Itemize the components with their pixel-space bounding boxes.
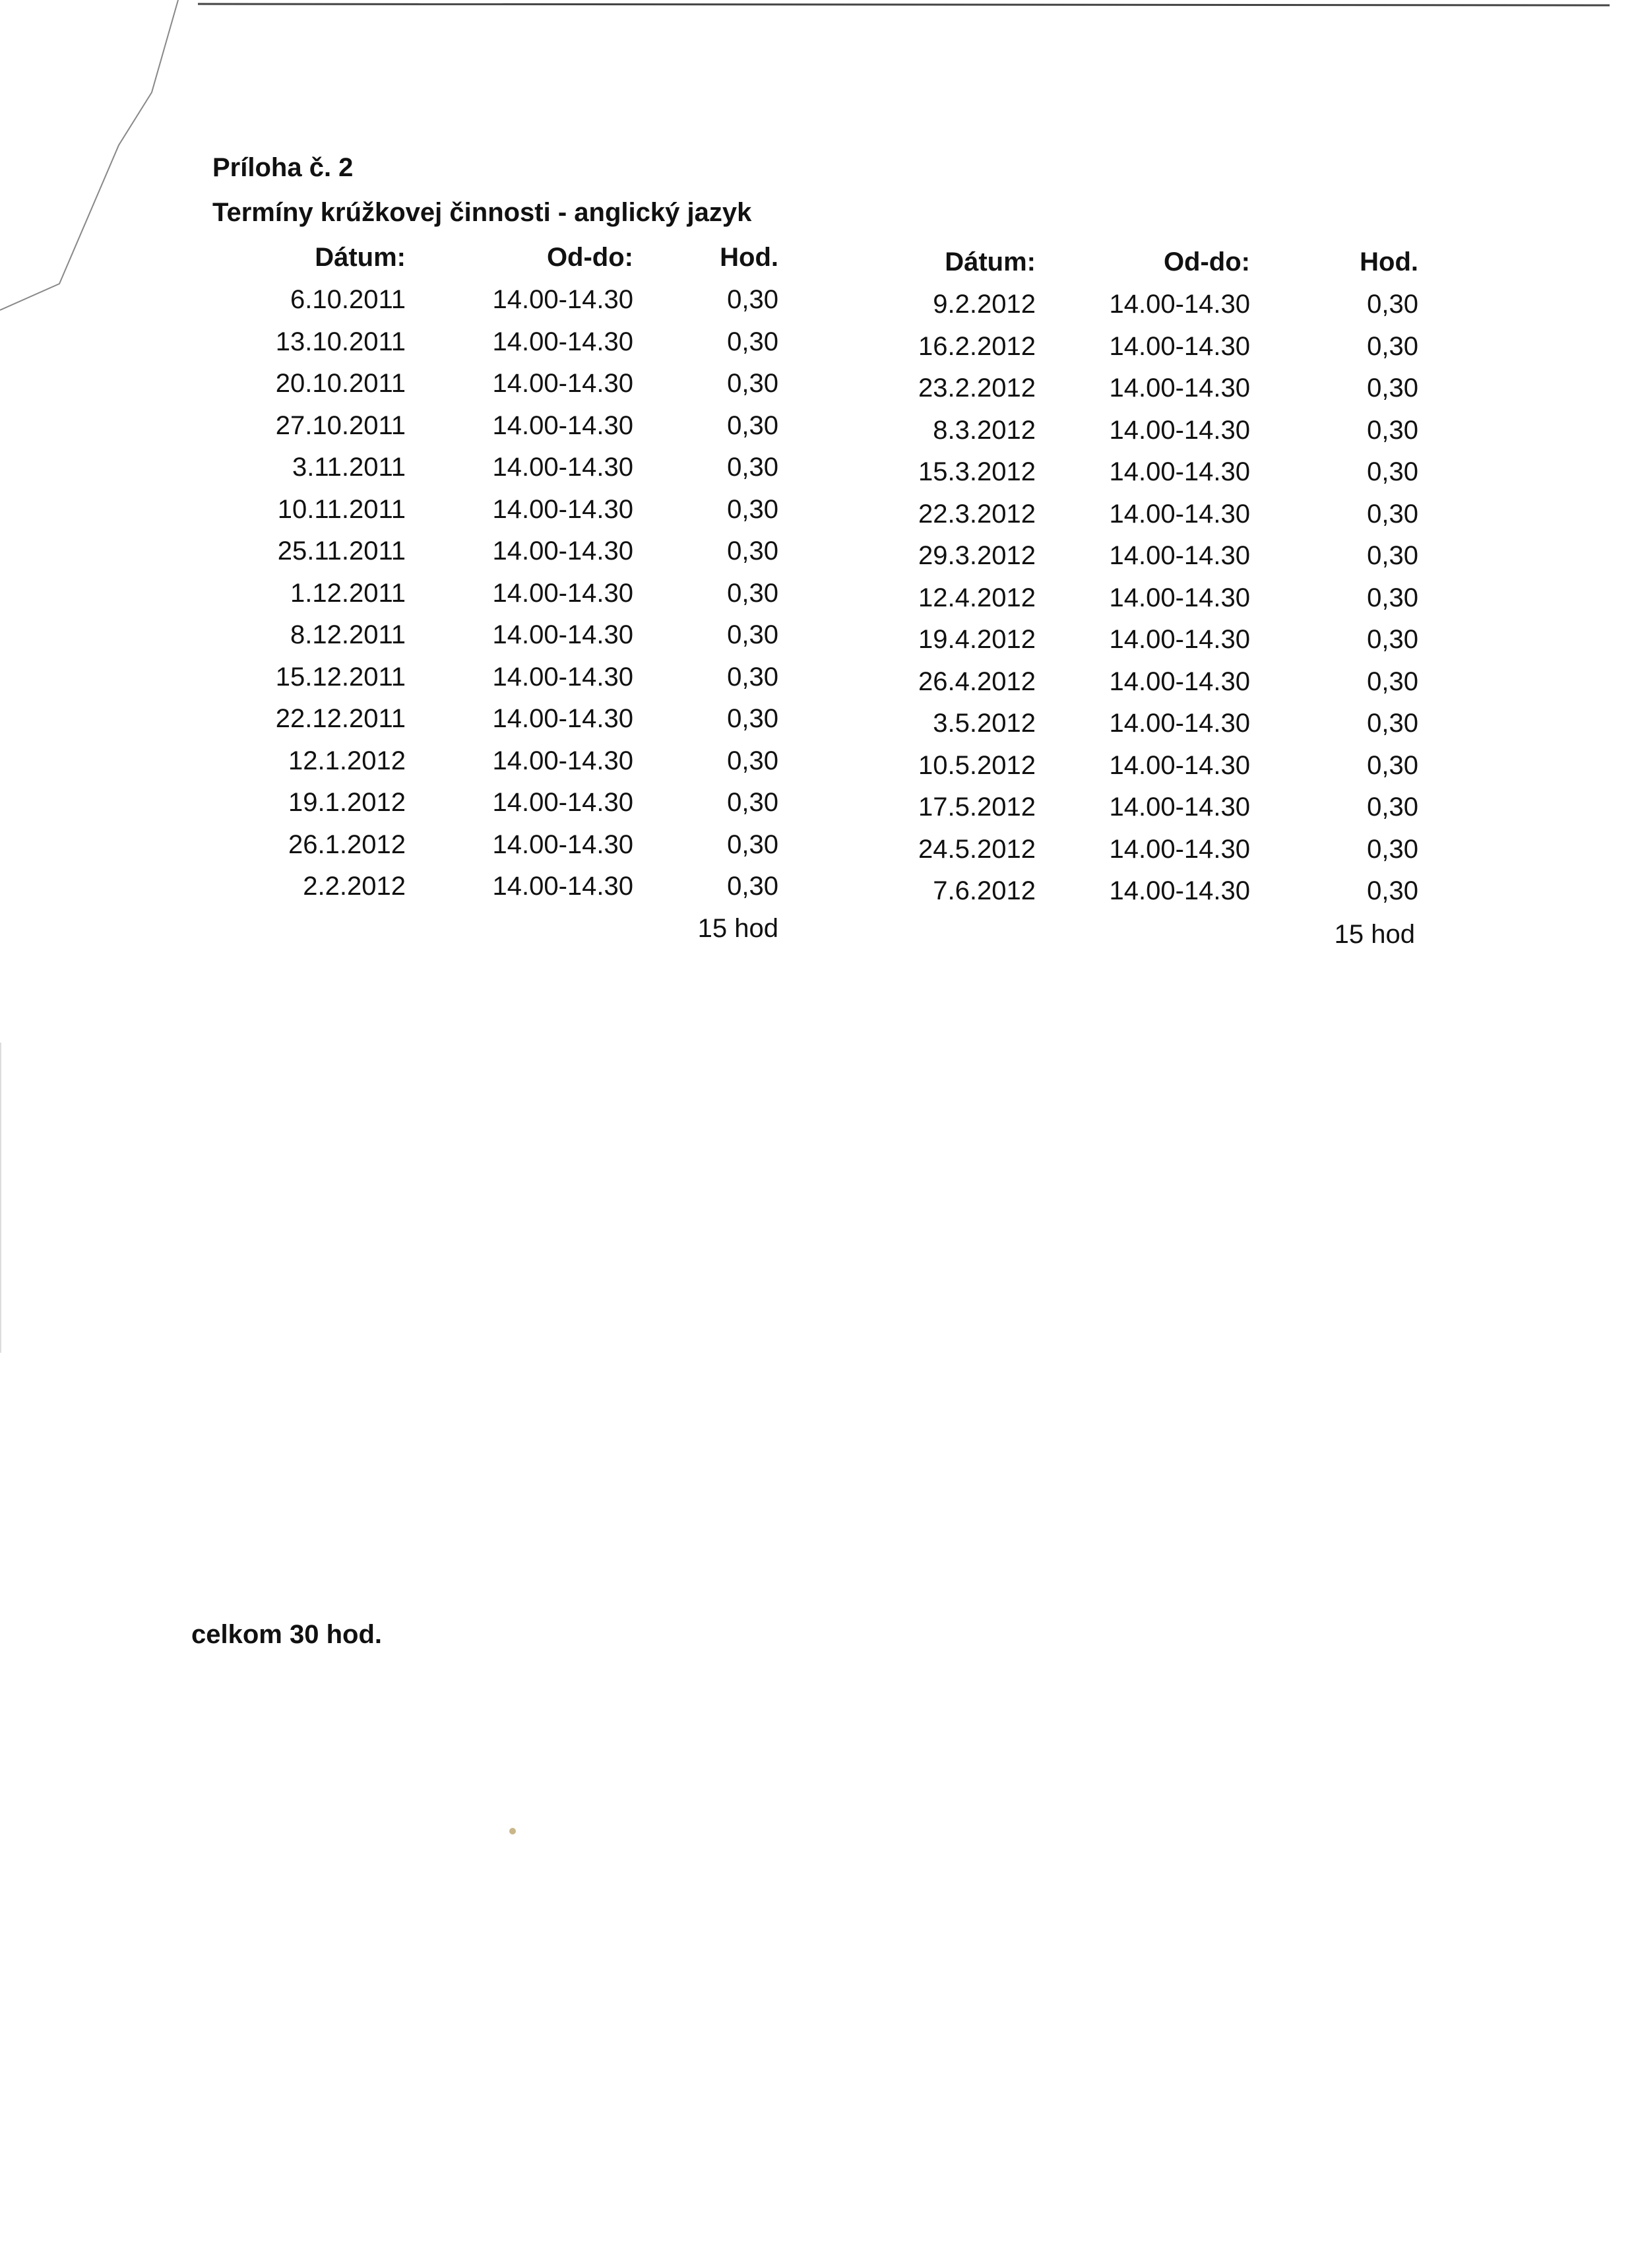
cell-time: 14.00-14.30 bbox=[492, 872, 633, 901]
cell-time: 14.00-14.30 bbox=[1109, 583, 1250, 612]
cell-date: 7.6.2012 bbox=[933, 876, 1036, 905]
cell-date: 16.2.2012 bbox=[918, 331, 1036, 361]
cell-date: 10.5.2012 bbox=[918, 750, 1036, 780]
cell-hours: 0,30 bbox=[727, 620, 778, 649]
cell-time: 14.00-14.30 bbox=[1109, 876, 1250, 905]
cell-date: 2.2.2012 bbox=[303, 872, 406, 901]
cell-date: 27.10.2011 bbox=[275, 410, 406, 440]
cell-date: 1.12.2011 bbox=[290, 578, 406, 608]
header-hours: Hod. bbox=[720, 243, 778, 272]
header-date: Dátum: bbox=[945, 247, 1036, 276]
cell-hours: 0,30 bbox=[727, 453, 778, 482]
cell-time: 14.00-14.30 bbox=[492, 494, 633, 524]
cell-date: 23.2.2012 bbox=[918, 373, 1036, 403]
cell-date: 12.1.2012 bbox=[288, 746, 406, 775]
cell-hours: 0,30 bbox=[1367, 750, 1418, 780]
cell-time: 14.00-14.30 bbox=[1109, 457, 1250, 486]
header-time: Od-do: bbox=[1163, 247, 1250, 276]
cell-hours: 0,30 bbox=[727, 662, 778, 692]
cell-hours: 0,30 bbox=[727, 327, 778, 356]
cell-hours: 0,30 bbox=[1367, 876, 1418, 905]
table-body bbox=[0, 290, 1451, 919]
table-header bbox=[0, 247, 1451, 290]
cell-time: 14.00-14.30 bbox=[492, 453, 633, 482]
cell-time: 14.00-14.30 bbox=[1109, 793, 1250, 822]
cell-time: 14.00-14.30 bbox=[492, 829, 633, 859]
grand-total: celkom 30 hod. bbox=[191, 1620, 382, 1649]
cell-hours: 0,30 bbox=[1367, 583, 1418, 612]
cell-time: 14.00-14.30 bbox=[1109, 625, 1250, 654]
cell-hours: 0,30 bbox=[1367, 331, 1418, 361]
cell-time: 14.00-14.30 bbox=[492, 578, 633, 608]
table-row bbox=[0, 667, 1451, 709]
table-row bbox=[0, 583, 1451, 626]
cell-date: 22.3.2012 bbox=[918, 499, 1036, 529]
cell-time: 14.00-14.30 bbox=[1109, 666, 1250, 696]
cell-hours: 0,30 bbox=[727, 285, 778, 314]
table-row bbox=[0, 835, 1451, 877]
table-row bbox=[0, 332, 1451, 374]
cell-hours: 0,30 bbox=[1367, 499, 1418, 529]
cell-date: 26.4.2012 bbox=[918, 666, 1036, 696]
cell-hours: 0,30 bbox=[1367, 457, 1418, 486]
cell-hours: 0,30 bbox=[1367, 541, 1418, 570]
cell-hours: 0,30 bbox=[1367, 793, 1418, 822]
cell-date: 24.5.2012 bbox=[918, 834, 1036, 864]
cell-time: 14.00-14.30 bbox=[1109, 331, 1250, 361]
cell-time: 14.00-14.30 bbox=[492, 788, 633, 817]
header-hours: Hod. bbox=[1360, 247, 1418, 276]
cell-hours: 0,30 bbox=[727, 578, 778, 608]
cell-date: 29.3.2012 bbox=[918, 541, 1036, 570]
document-title: Príloha č. 2 bbox=[212, 153, 354, 182]
table-row bbox=[0, 541, 1451, 583]
cell-time: 14.00-14.30 bbox=[1109, 750, 1250, 780]
cell-hours: 0,30 bbox=[727, 872, 778, 901]
cell-hours: 0,30 bbox=[727, 704, 778, 733]
cell-hours: 0,30 bbox=[727, 494, 778, 524]
cell-date: 17.5.2012 bbox=[918, 793, 1036, 822]
cell-hours: 0,30 bbox=[1367, 290, 1418, 319]
cell-hours: 0,30 bbox=[727, 788, 778, 817]
cell-hours: 0,30 bbox=[727, 829, 778, 859]
document-subtitle: Termíny krúžkovej činnosti - anglický jazyk bbox=[212, 198, 752, 227]
cell-date: 26.1.2012 bbox=[288, 829, 406, 859]
cell-date: 15.12.2011 bbox=[275, 662, 406, 692]
table-row bbox=[0, 290, 1451, 332]
cell-date: 6.10.2011 bbox=[290, 285, 406, 314]
cell-time: 14.00-14.30 bbox=[1109, 541, 1250, 570]
cell-time: 14.00-14.30 bbox=[492, 410, 633, 440]
cell-hours: 0,30 bbox=[1367, 834, 1418, 864]
cell-hours: 0,30 bbox=[727, 369, 778, 398]
table-row bbox=[0, 457, 1451, 500]
cell-time: 14.00-14.30 bbox=[492, 620, 633, 649]
right-table-total: 15 hod bbox=[1334, 920, 1415, 949]
cell-date: 13.10.2011 bbox=[275, 327, 406, 356]
cell-time: 14.00-14.30 bbox=[492, 327, 633, 356]
cell-date: 8.3.2012 bbox=[933, 415, 1036, 445]
cell-hours: 0,30 bbox=[1367, 373, 1418, 403]
cell-date: 19.1.2012 bbox=[288, 788, 406, 817]
cell-date: 15.3.2012 bbox=[918, 457, 1036, 486]
cell-time: 14.00-14.30 bbox=[1109, 834, 1250, 864]
table-row bbox=[0, 876, 1451, 919]
cell-date: 20.10.2011 bbox=[275, 369, 406, 398]
cell-time: 14.00-14.30 bbox=[492, 285, 633, 314]
table-row bbox=[0, 416, 1451, 458]
cell-time: 14.00-14.30 bbox=[492, 536, 633, 566]
cell-time: 14.00-14.30 bbox=[492, 662, 633, 692]
table-row bbox=[0, 373, 1451, 416]
cell-date: 25.11.2011 bbox=[277, 536, 406, 566]
header-date: Dátum: bbox=[315, 243, 406, 272]
cell-date: 3.11.2011 bbox=[292, 453, 406, 482]
cell-date: 3.5.2012 bbox=[933, 709, 1036, 738]
cell-date: 9.2.2012 bbox=[933, 290, 1036, 319]
cell-time: 14.00-14.30 bbox=[492, 746, 633, 775]
cell-date: 10.11.2011 bbox=[277, 494, 406, 524]
cell-hours: 0,30 bbox=[1367, 709, 1418, 738]
cell-date: 12.4.2012 bbox=[918, 583, 1036, 612]
cell-time: 14.00-14.30 bbox=[492, 369, 633, 398]
cell-hours: 0,30 bbox=[1367, 625, 1418, 654]
schedule-table-right bbox=[0, 247, 1451, 919]
cell-time: 14.00-14.30 bbox=[1109, 499, 1250, 529]
scan-speck bbox=[509, 1828, 516, 1834]
cell-date: 8.12.2011 bbox=[290, 620, 406, 649]
cell-hours: 0,30 bbox=[1367, 666, 1418, 696]
cell-time: 14.00-14.30 bbox=[1109, 373, 1250, 403]
table-row bbox=[0, 709, 1451, 751]
cell-date: 19.4.2012 bbox=[918, 625, 1036, 654]
cell-time: 14.00-14.30 bbox=[1109, 290, 1250, 319]
cell-hours: 0,30 bbox=[727, 536, 778, 566]
header-time: Od-do: bbox=[546, 243, 633, 272]
table-row bbox=[0, 625, 1451, 667]
cell-time: 14.00-14.30 bbox=[1109, 709, 1250, 738]
table-row bbox=[0, 793, 1451, 835]
cell-hours: 0,30 bbox=[727, 746, 778, 775]
cell-date: 22.12.2011 bbox=[275, 704, 406, 733]
table-row bbox=[0, 500, 1451, 542]
cell-hours: 0,30 bbox=[727, 410, 778, 440]
cell-time: 14.00-14.30 bbox=[492, 704, 633, 733]
cell-hours: 0,30 bbox=[1367, 415, 1418, 445]
cell-time: 14.00-14.30 bbox=[1109, 415, 1250, 445]
left-table-total: 15 hod bbox=[697, 914, 778, 943]
table-row bbox=[0, 751, 1451, 793]
